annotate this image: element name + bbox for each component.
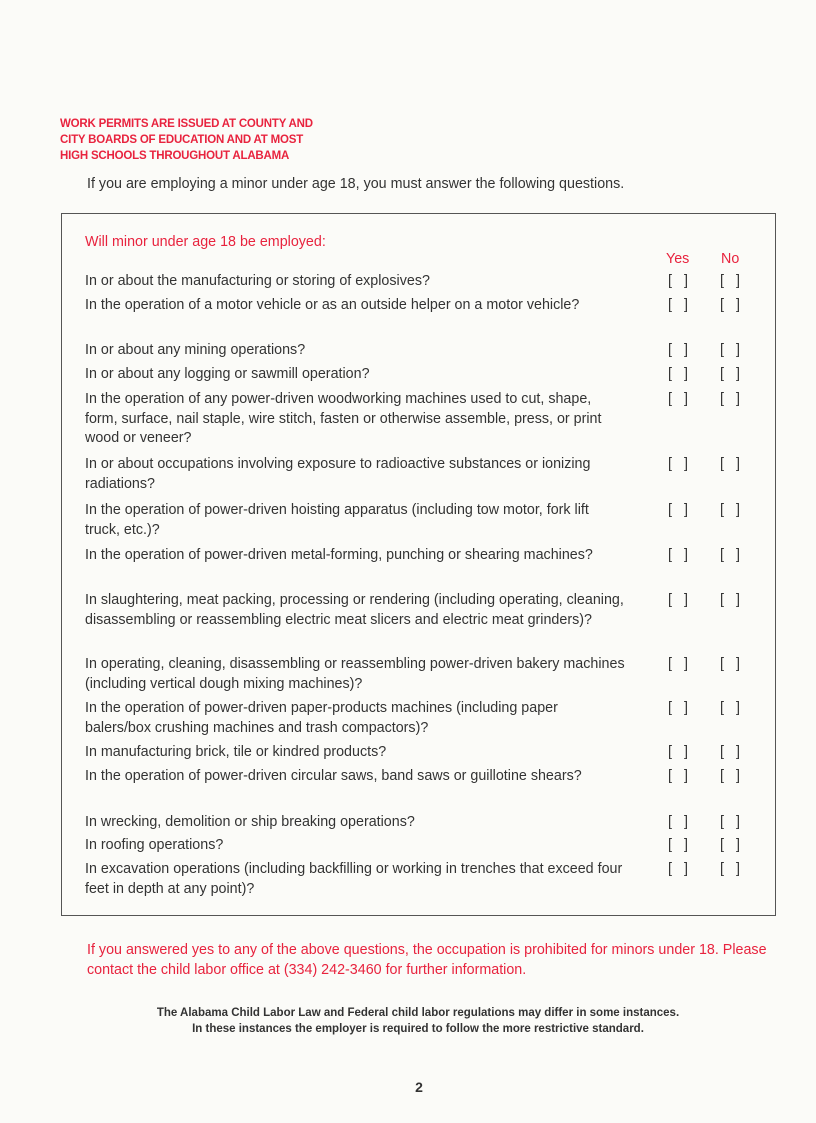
question-paper-products: In the operation of power-driven paper-products machines (including paper balers/box crushing machines and trash compactors)? (85, 700, 558, 736)
question-woodworking: In the operation of any power-driven woodworking machines used to cut, shape, form, surface, nail staple, wire stitch, fasten or otherwise assemble, press, or print wood or veneer? (85, 391, 602, 446)
question-excavation: In excavation operations (including backfilling or working in trenches that exceed four feet in depth at any point)? (85, 861, 623, 897)
yes-checkbox[interactable]: [ ] (668, 502, 692, 518)
work-permit-notice (60, 116, 313, 164)
disclaimer-line-1: The Alabama Child Labor Law and Federal child labor regulations may differ in some instances. (156, 1007, 680, 1019)
no-checkbox[interactable]: [ ] (720, 744, 744, 760)
yes-checkbox[interactable]: [ ] (668, 391, 692, 407)
no-checkbox[interactable]: [ ] (720, 592, 744, 608)
notice-line-3: HIGH SCHOOLS THROUGHOUT ALABAMA (60, 150, 290, 162)
question-wrecking: In wrecking, demolition or ship breaking operations? (85, 814, 415, 830)
question-motor-vehicle: In the operation of a motor vehicle or as an outside helper on a motor vehicle? (85, 297, 580, 313)
no-checkbox[interactable]: [ ] (720, 502, 744, 518)
yes-column-header: Yes (666, 251, 690, 267)
no-checkbox[interactable]: [ ] (720, 700, 744, 716)
question-logging: In or about any logging or sawmill operation? (85, 366, 370, 382)
question-bakery: In operating, cleaning, disassembling or reassembling power-driven bakery machines (including vertical dough mixing machines)? (85, 656, 625, 692)
yes-checkbox[interactable]: [ ] (668, 837, 692, 853)
no-checkbox[interactable]: [ ] (720, 342, 744, 358)
yes-checkbox[interactable]: [ ] (668, 592, 692, 608)
question-radioactive: In or about occupations involving exposure to radioactive substances or ionizing radiations? (85, 456, 591, 492)
yes-checkbox[interactable]: [ ] (668, 297, 692, 313)
no-checkbox[interactable]: [ ] (720, 273, 744, 289)
yes-checkbox[interactable]: [ ] (668, 366, 692, 382)
question-saws: In the operation of power-driven circular saws, band saws or guillotine shears? (85, 768, 582, 784)
no-checkbox[interactable]: [ ] (720, 656, 744, 672)
question-explosives: In or about the manufacturing or storing of explosives? (85, 273, 430, 289)
question-mining: In or about any mining operations? (85, 342, 306, 358)
questionnaire-box (61, 213, 776, 916)
no-checkbox[interactable]: [ ] (720, 547, 744, 563)
yes-checkbox[interactable]: [ ] (668, 700, 692, 716)
notice-line-2: CITY BOARDS OF EDUCATION AND AT MOST (60, 134, 304, 146)
question-brick-tile: In manufacturing brick, tile or kindred products? (85, 744, 387, 760)
yes-checkbox[interactable]: [ ] (668, 342, 692, 358)
yes-checkbox[interactable]: [ ] (668, 768, 692, 784)
intro-text: If you are employing a minor under age 18, you must answer the following questions. (87, 176, 625, 192)
disclaimer-line-2: In these instances the employer is required to follow the more restrictive standard. (192, 1023, 644, 1035)
no-checkbox[interactable]: [ ] (720, 456, 744, 472)
no-checkbox[interactable]: [ ] (720, 366, 744, 382)
questionnaire-heading: Will minor under age 18 be employed: (85, 234, 326, 250)
notice-line-1: WORK PERMITS ARE ISSUED AT COUNTY AND (60, 118, 313, 130)
no-checkbox[interactable]: [ ] (720, 861, 744, 877)
yes-checkbox[interactable]: [ ] (668, 456, 692, 472)
no-checkbox[interactable]: [ ] (720, 814, 744, 830)
no-checkbox[interactable]: [ ] (720, 391, 744, 407)
prohibition-warning: If you answered yes to any of the above questions, the occupation is prohibited for minors under 18. Please contact the child labor office at (334) 242-3460 for further information. (87, 942, 767, 978)
no-checkbox[interactable]: [ ] (720, 837, 744, 853)
question-metal-forming: In the operation of power-driven metal-forming, punching or shearing machines? (85, 547, 593, 563)
no-checkbox[interactable]: [ ] (720, 297, 744, 313)
yes-checkbox[interactable]: [ ] (668, 273, 692, 289)
yes-checkbox[interactable]: [ ] (668, 547, 692, 563)
yes-checkbox[interactable]: [ ] (668, 861, 692, 877)
yes-checkbox[interactable]: [ ] (668, 744, 692, 760)
no-column-header: No (721, 251, 740, 267)
question-hoisting: In the operation of power-driven hoisting apparatus (including tow motor, fork lift truck, etc.)? (85, 502, 589, 538)
no-checkbox[interactable]: [ ] (720, 768, 744, 784)
page-number: 2 (415, 1079, 423, 1095)
disclaimer (60, 1005, 776, 1037)
yes-checkbox[interactable]: [ ] (668, 814, 692, 830)
yes-checkbox[interactable]: [ ] (668, 656, 692, 672)
question-roofing: In roofing operations? (85, 837, 224, 853)
question-slaughtering: In slaughtering, meat packing, processing or rendering (including operating, cleaning, disassembling or reassembling electric meat slicers and electric meat grinders)? (85, 592, 624, 628)
